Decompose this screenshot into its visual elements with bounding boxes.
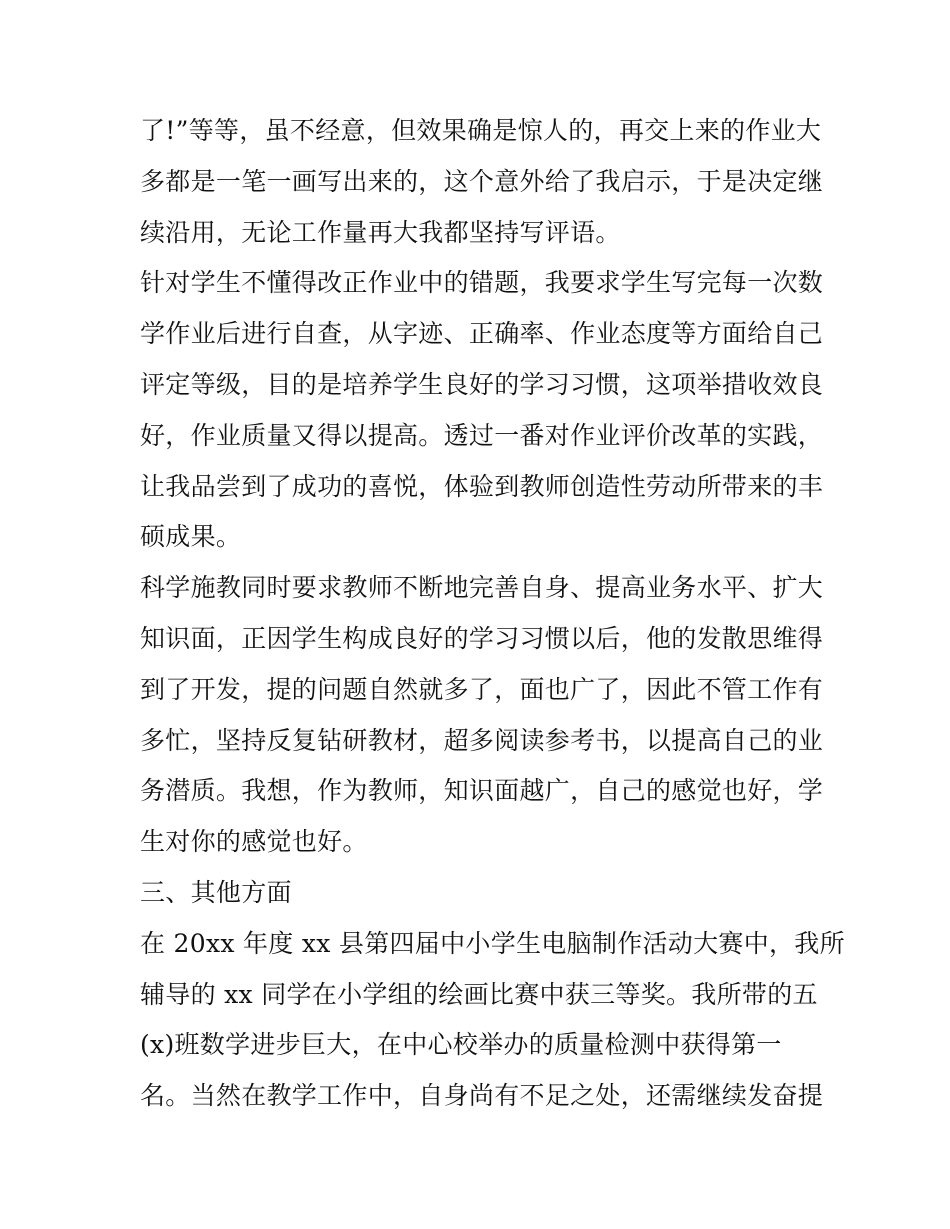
- text-line: 到了开发，提的问题自然就多了，面也广了，因此不管工作有: [140, 674, 824, 704]
- text-line: 硕成果。: [140, 522, 242, 552]
- body-text: [140, 106, 845, 1122]
- text-line: 生对你的感觉也好。: [140, 827, 368, 857]
- text-line: 针对学生不懂得改正作业中的错题，我要求学生写完每一次数: [140, 268, 824, 298]
- text-line: 务潜质。我想，作为教师，知识面越广，自己的感觉也好，学: [140, 776, 824, 806]
- text-line: 名。当然在教学工作中，自身尚有不足之处，还需继续发奋提: [140, 1081, 824, 1111]
- text-line: 辅导的 xx 同学在小学组的绘画比赛中获三等奖。我所带的五: [140, 979, 818, 1009]
- text-line: 让我品尝到了成功的喜悦，体验到教师创造性劳动所带来的丰: [140, 471, 824, 501]
- text-line: 评定等级，目的是培养学生良好的学习习惯，这项举措收效良: [140, 369, 824, 399]
- text-line: 了!”等等，虽不经意，但效果确是惊人的，再交上来的作业大: [140, 116, 822, 145]
- text-line: 在 20xx 年度 xx 县第四届中小学生电脑制作活动大赛中，我所: [140, 928, 845, 958]
- text-line: 学作业后进行自查，从字迹、正确率、作业态度等方面给自己: [140, 319, 824, 349]
- text-line: 好，作业质量又得以提高。透过一番对作业评价改革的实践，: [140, 420, 824, 450]
- section-heading: 三、其他方面: [140, 877, 292, 907]
- text-line: (x)班数学进步巨大，在中心校举办的质量检测中获得第一: [140, 1030, 782, 1060]
- text-line: 续沿用，无论工作量再大我都坚持写评语。: [140, 217, 621, 247]
- text-line: 多都是一笔一画写出来的，这个意外给了我启示，于是决定继: [140, 166, 824, 196]
- text-line: 多忙，坚持反复钻研教材，超多阅读参考书，以提高自己的业: [140, 725, 824, 755]
- text-line: 知识面，正因学生构成良好的学习习惯以后，他的发散思维得: [140, 623, 824, 653]
- text-line: 科学施教同时要求教师不断地完善自身、提高业务水平、扩大: [140, 573, 824, 603]
